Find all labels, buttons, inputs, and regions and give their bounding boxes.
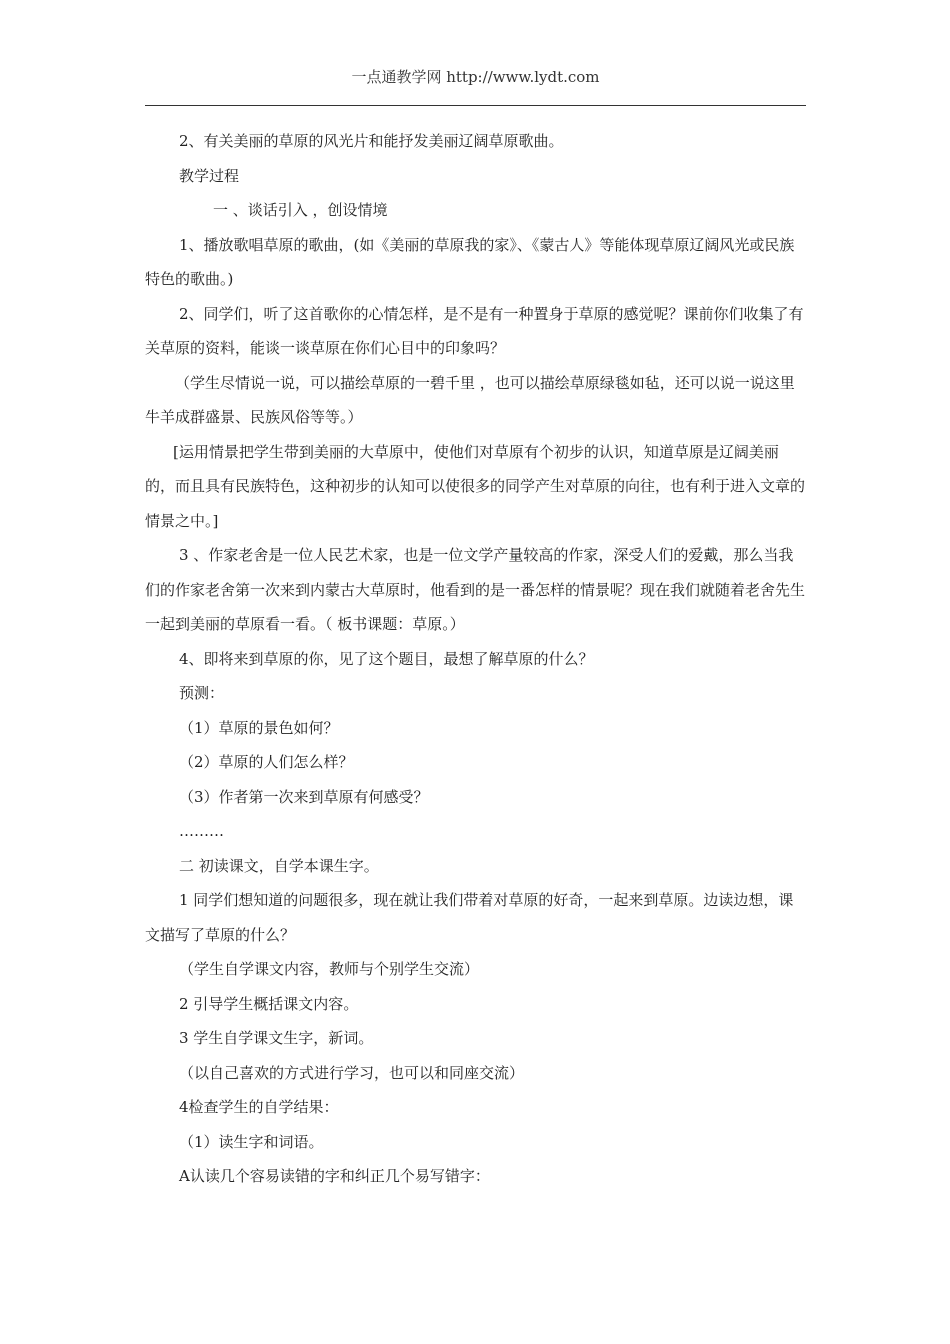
paragraph: 3 、作家老舍是一位人民艺术家，也是一位文学产量较高的作家，深受人们的爱戴，那么当我们的作家老舍第一次来到内蒙古大草原时，他看到的是一番怎样的情景呢？现在我们就随着老舍先生一起到美丽的草原看一看。（ 板书课题：草原。） [145,546,806,633]
paragraph: 2、同学们，听了这首歌你的心情怎样，是不是有一种置身于草原的感觉呢？课前你们收集了有关草原的资料，能谈一谈草原在你们心目中的印象吗？ [145,304,804,357]
page-header: 一点通教学网 http://www.lydt.com [351,68,600,86]
header-divider [145,105,806,106]
paragraph: （学生尽情说一说，可以描绘草原的一碧千里 ，也可以描绘草原绿毯如毡，还可以说一说这里牛羊成群盛景、民族风俗等等。） [145,373,795,426]
paragraph: 1、播放歌唱草原的歌曲，(如《美丽的草原我的家》、《蒙古人》等能体现草原辽阔风光或民族特色的歌曲。) [145,235,795,288]
section-heading: 二 初读课文，自学本课生字。 [179,856,379,875]
list-item: （1）读生字和词语。 [179,1132,324,1151]
paragraph: （学生自学课文内容，教师与个别学生交流） [179,960,480,978]
paragraph: 2、有关美丽的草原的风光片和能抒发美丽辽阔草原歌曲。 [179,132,564,150]
list-item: （3）作者第一次来到草原有何感受？ [179,787,429,806]
list-item: （2）草原的人们怎么样？ [179,753,354,771]
ellipsis: ……… [179,822,224,840]
paragraph: 4检查学生的自学结果： [179,1098,339,1116]
paragraph: 2 引导学生概括课文内容。 [179,994,359,1013]
paragraph: [运用情景把学生带到美丽的大草原中，使他们对草原有个初步的认识，知道草原是辽阔美丽的，而且具有民族特色，这种初步的认知可以使很多的同学产生对草原的向往，也有利于进入文章的情景之中。] [145,442,806,530]
paragraph: 1 同学们想知道的问题很多，现在就让我们带着对草原的好奇，一起来到草原。边读边想，课文描写了草原的什么？ [145,891,794,944]
section-heading: 教学过程 [179,166,240,185]
paragraph: 3 学生自学课文生字，新词。 [179,1029,374,1047]
paragraph: A认读几个容易读错的字和纠正几个易写错字： [179,1167,490,1185]
section-heading: 一 、谈话引入 ，创设情境 [213,201,388,219]
list-item: （1）草原的景色如何？ [179,718,339,737]
document-body [145,124,806,1194]
paragraph: 预测： [179,684,225,702]
paragraph: 4、即将来到草原的你，见了这个题目，最想了解草原的什么？ [179,649,594,668]
paragraph: （以自己喜欢的方式进行学习，也可以和同座交流） [179,1063,525,1082]
